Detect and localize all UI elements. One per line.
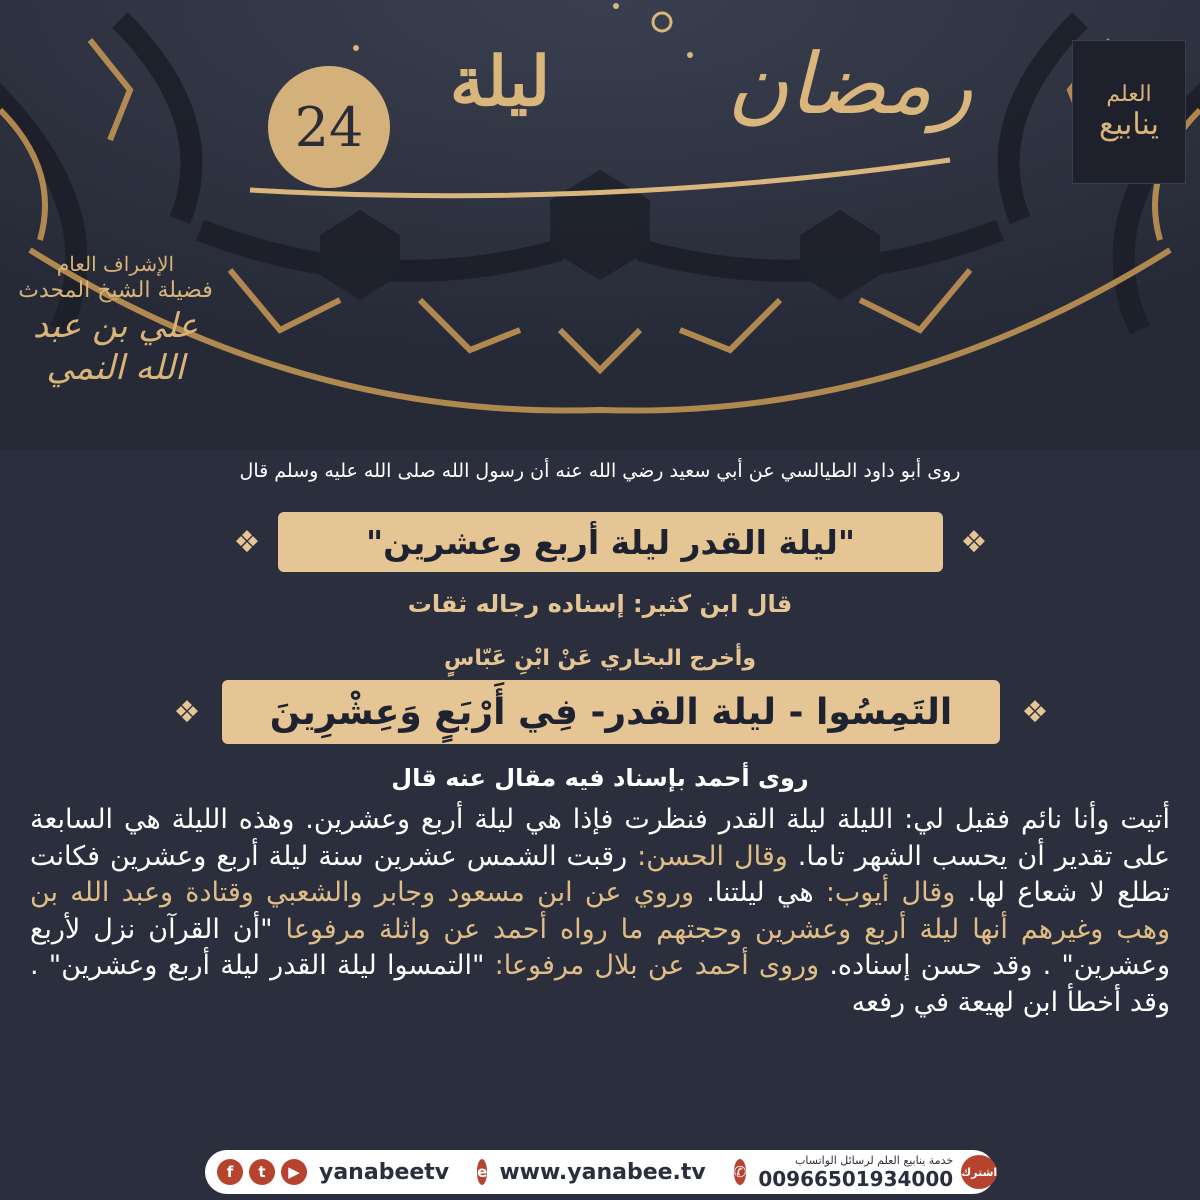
- supervisor-title: الإشراف العام: [56, 252, 175, 276]
- whatsapp-icon: ✆: [734, 1159, 747, 1185]
- social-handle[interactable]: yanabeetv: [319, 1159, 450, 1185]
- night-word: ليلة: [449, 42, 551, 122]
- whatsapp-label: خدمة ينابيع العلم لرسائل الواتساب: [795, 1153, 954, 1167]
- hadith-banner-2: [173, 680, 1049, 744]
- hadith-banner-1: [233, 512, 988, 572]
- ornament-icon: ❖: [960, 524, 988, 560]
- ibn-kathir-grading: قال ابن كثير: إسناده رجاله ثقات: [407, 590, 793, 618]
- paragraph-part-1: أتيت وأنا نائم فقيل لي: الليلة ليلة القدر فنظرت فإذا هي ليلة أربع وعشرين. وهذه الليلة هي السابعة على تقدير أن يحسب الشهر تاما.: [30, 804, 1170, 872]
- header-artwork: [0, 0, 1200, 450]
- supervisor-name: علي بن عبد الله النمي: [32, 305, 199, 388]
- paragraph-part-5: "التمسوا ليلة القدر ليلة أربع وعشرين" . وقد أخطأ ابن لهيعة في رفعه: [30, 950, 1170, 1018]
- supervisor-credit: [8, 252, 223, 390]
- paragraph-gold-2: وقال الحسن:: [637, 840, 788, 872]
- twitter-icon[interactable]: t: [249, 1159, 275, 1185]
- youtube-icon[interactable]: ▶: [281, 1159, 307, 1185]
- paragraph-gold-4: وروي عن ابن مسعود وجابر والشعبي وقتادة وعبد الله بن وهب وغيرهم أنها ليلة أربع وعشرين وحجتهم ما رواه أحمد عن واثلة مرفوعا: [30, 877, 1170, 945]
- supervisor-honorific: فضيلة الشيخ المحدث: [18, 278, 213, 303]
- paragraph-part-3: هي ليلتنا.: [706, 877, 814, 908]
- ornament-icon: ❖: [233, 524, 261, 560]
- logo-line2: ينابيع: [1099, 106, 1159, 142]
- ramadan-calligraphy: رمضان: [727, 35, 973, 133]
- paragraph-gold-3: وقال أيوب:: [825, 877, 956, 908]
- intro-narration: روى أبو داود الطيالسي عن أبي سعيد رضي الله عنه أن رسول الله صلى الله عليه وسلم قال: [239, 460, 961, 482]
- footer-contact-bar: [205, 1150, 998, 1194]
- paragraph-part-2: رقبت الشمس عشرين سنة ليلة أربع وعشرين فكانت تطلع لا شعاع لها.: [30, 840, 1170, 908]
- internet-explorer-icon: e: [477, 1159, 487, 1185]
- hadith-banner-2-text: التَمِسُوا - ليلة القدر- فِي أَرْبَعٍ وَعِشْرِينَ: [269, 691, 953, 733]
- bukhari-narration: وأخرج البخاري عَنْ ابْنِ عَبّاسٍ: [443, 646, 757, 671]
- hadith-banner-1-text: "ليلة القدر ليلة أربع وعشرين": [365, 522, 856, 562]
- paragraph-part-4: "أن القرآن نزل لأربع وعشرين" . وقد حسن إسناده.: [30, 913, 1171, 981]
- social-icons: [217, 1159, 313, 1185]
- ornament-icon: ❖: [173, 694, 201, 730]
- explanation-paragraph: [30, 802, 1170, 1021]
- subscribe-bubble[interactable]: اشترك: [961, 1155, 997, 1189]
- logo-line1: العلم: [1106, 82, 1152, 108]
- ahmad-narration: روى أحمد بإسناد فيه مقال عنه قال: [391, 764, 809, 792]
- night-number-badge: 24: [268, 66, 390, 188]
- facebook-icon[interactable]: f: [217, 1159, 243, 1185]
- whatsapp-number: 00966501934000: [758, 1166, 954, 1191]
- whatsapp-service[interactable]: [758, 1154, 953, 1191]
- ornament-icon: ❖: [1021, 694, 1049, 730]
- website-link[interactable]: www.yanabee.tv: [499, 1159, 706, 1185]
- paragraph-gold-5: وروى أحمد عن بلال مرفوعا:: [494, 950, 820, 981]
- yanabee-logo: [1072, 40, 1186, 184]
